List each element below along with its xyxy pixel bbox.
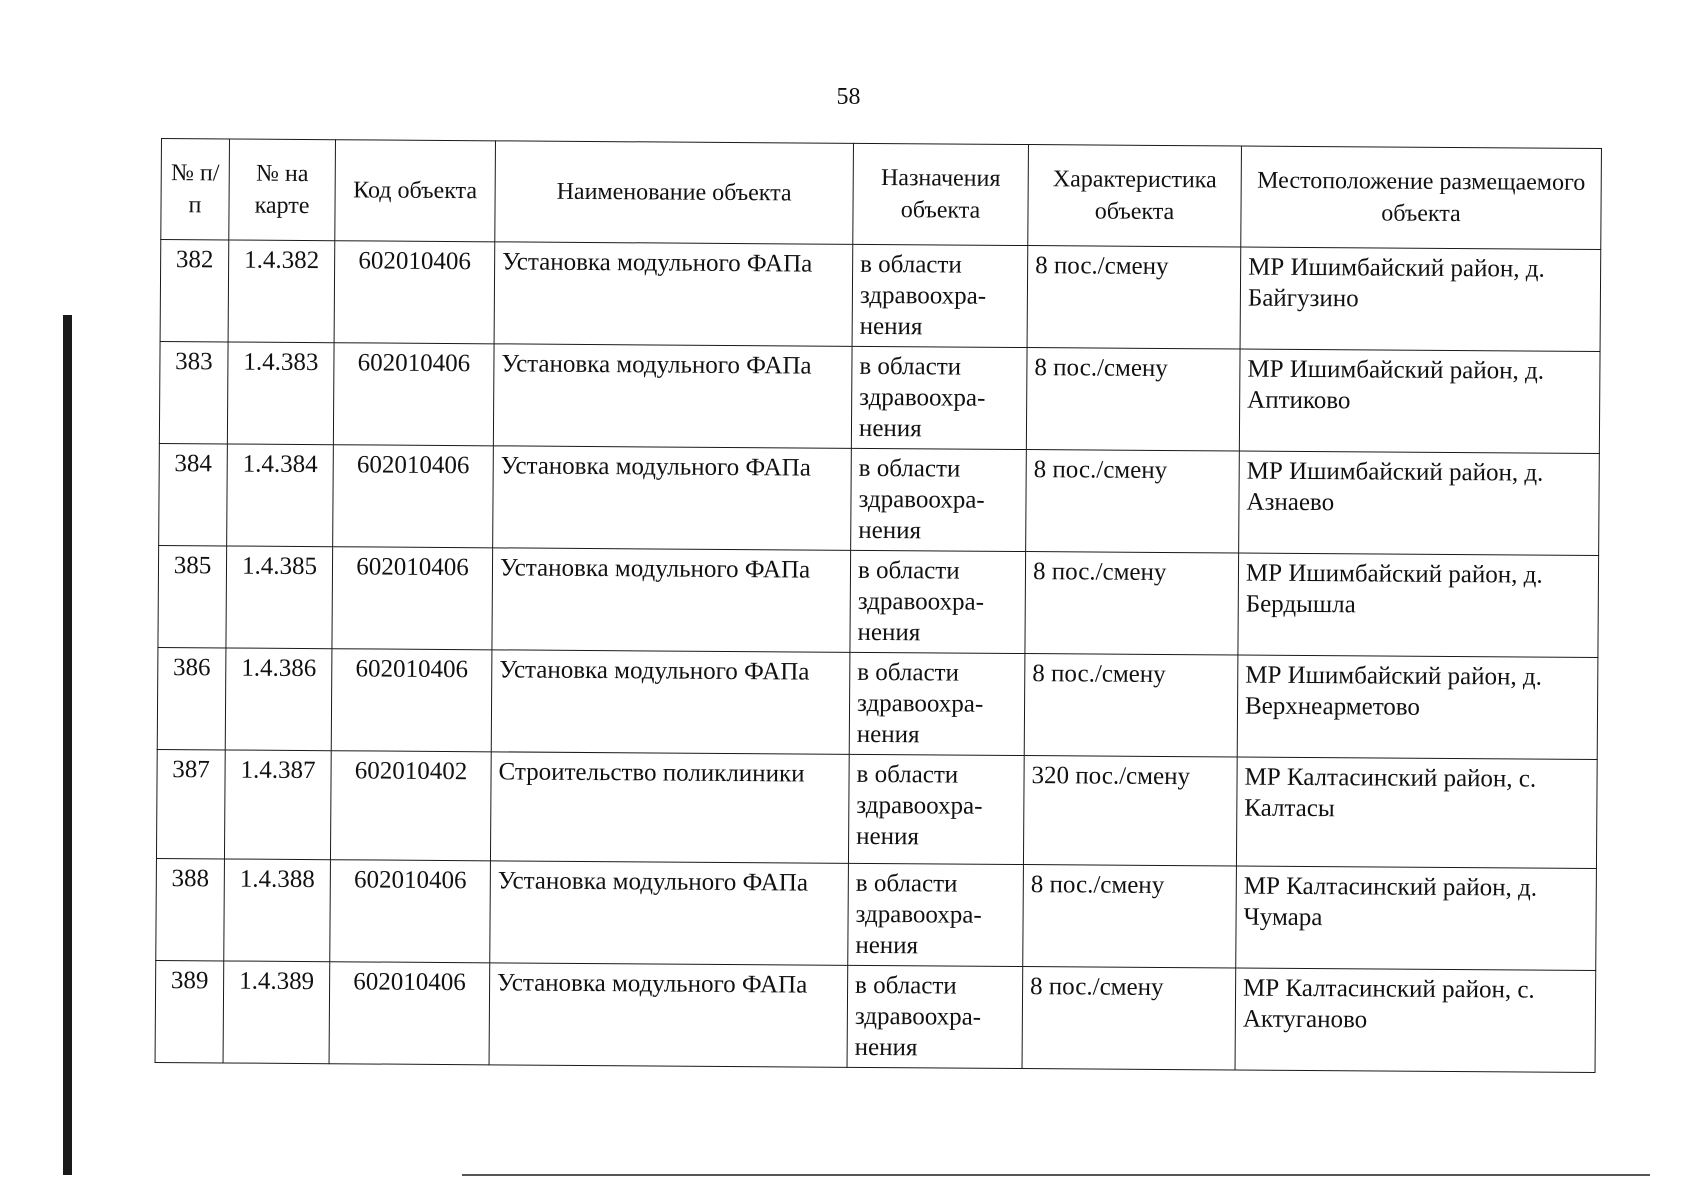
table-row [159, 341, 1600, 453]
cell-object-characteristic: 8 пос./смену [1023, 865, 1237, 968]
cell-object-name: Установка модульного ФАПа [493, 446, 852, 550]
cell-object-name: Установка модульного ФАПа [490, 861, 849, 965]
cell-map-number: 1.4.385 [226, 546, 333, 649]
cell-map-number: 1.4.382 [228, 240, 335, 343]
cell-object-location: МР Ишимбайский район, д. Азнаево [1239, 451, 1600, 556]
table-row [156, 749, 1597, 868]
cell-object-location: МР Ишимбайский район, д. Аптиково [1239, 349, 1600, 454]
cell-object-purpose: в области здравоохра-нения [850, 550, 1026, 653]
cell-object-characteristic: 8 пос./смену [1026, 450, 1240, 553]
bottom-rule [462, 1174, 1650, 1176]
cell-object-location: МР Ишимбайский район, д. Байгузино [1240, 247, 1601, 352]
cell-object-name: Установка модульного ФАПа [489, 963, 848, 1067]
scan-edge-bar [63, 315, 72, 1175]
cell-num: 389 [155, 960, 224, 1062]
cell-object-purpose: в области здравоохра-нения [852, 244, 1028, 347]
cell-object-name: Строительство поликлиники [490, 752, 849, 863]
cell-object-purpose: в области здравоохра-нения [848, 863, 1024, 966]
header-object-characteristic: Характеристика объекта [1028, 145, 1242, 247]
cell-object-location: МР Ишимбайский район, д. Бердышла [1238, 553, 1599, 658]
cell-map-number: 1.4.386 [225, 648, 332, 751]
cell-object-name: Установка модульного ФАПа [494, 242, 853, 346]
cell-object-characteristic: 8 пос./смену [1027, 246, 1241, 349]
table-row [160, 240, 1601, 352]
table-row [158, 545, 1599, 657]
header-object-name: Наименование объекта [495, 141, 854, 244]
cell-object-purpose: в области здравоохра-нения [847, 965, 1023, 1068]
objects-table [155, 138, 1602, 1073]
cell-map-number: 1.4.383 [227, 342, 334, 445]
cell-object-purpose: в области здравоохра-нения [849, 652, 1025, 755]
cell-map-number: 1.4.384 [227, 444, 334, 547]
cell-object-code: 602010406 [331, 649, 492, 752]
table-container [155, 138, 1601, 1073]
cell-map-number: 1.4.387 [224, 750, 331, 860]
cell-object-name: Установка модульного ФАПа [492, 548, 851, 652]
table-row [156, 858, 1597, 970]
cell-object-code: 602010406 [330, 860, 491, 963]
cell-num: 384 [159, 443, 228, 545]
cell-object-purpose: в области здравоохра-нения [851, 448, 1027, 551]
header-map-number: № на карте [229, 139, 336, 241]
cell-object-name: Установка модульного ФАПа [493, 344, 852, 448]
cell-object-location: МР Калтасинский район, д. Чумара [1236, 866, 1597, 971]
header-object-code: Код объекта [335, 140, 496, 242]
cell-object-location: МР Ишимбайский район, д. Верхнеарметово [1237, 655, 1598, 760]
cell-map-number: 1.4.389 [223, 961, 330, 1064]
cell-object-location: МР Калтасинский район, с. Калтасы [1236, 757, 1597, 869]
header-num: № п/п [161, 139, 230, 240]
page-number: 58 [836, 84, 861, 110]
table-header-row [161, 139, 1602, 250]
cell-object-code: 602010402 [330, 751, 491, 861]
header-object-purpose: Назначения объекта [853, 143, 1029, 245]
cell-num: 385 [158, 545, 227, 647]
cell-map-number: 1.4.388 [224, 859, 331, 962]
cell-num: 386 [157, 647, 226, 749]
cell-object-purpose: в области здравоохра-нения [848, 754, 1024, 864]
cell-object-characteristic: 8 пос./смену [1022, 967, 1236, 1070]
cell-object-code: 602010406 [333, 343, 494, 446]
table-row [157, 647, 1598, 759]
cell-object-purpose: в области здравоохра-нения [851, 346, 1027, 449]
header-object-location: Местоположение размещаемого объекта [1241, 146, 1602, 250]
cell-object-location: МР Калтасинский район, с. Актуганово [1235, 968, 1596, 1073]
cell-num: 387 [156, 749, 225, 858]
cell-object-code: 602010406 [332, 547, 493, 650]
cell-num: 383 [159, 341, 228, 443]
cell-object-code: 602010406 [329, 962, 490, 1065]
cell-object-characteristic: 8 пос./смену [1024, 654, 1238, 757]
table-row [159, 443, 1600, 555]
cell-object-characteristic: 8 пос./смену [1025, 552, 1239, 655]
cell-object-name: Установка модульного ФАПа [491, 650, 850, 754]
cell-object-characteristic: 8 пос./смену [1026, 348, 1240, 451]
cell-num: 382 [160, 240, 229, 342]
cell-object-code: 602010406 [333, 445, 494, 548]
table-row [155, 960, 1596, 1072]
cell-num: 388 [156, 858, 225, 960]
cell-object-characteristic: 320 пос./смену [1023, 756, 1237, 866]
cell-object-code: 602010406 [334, 241, 495, 344]
